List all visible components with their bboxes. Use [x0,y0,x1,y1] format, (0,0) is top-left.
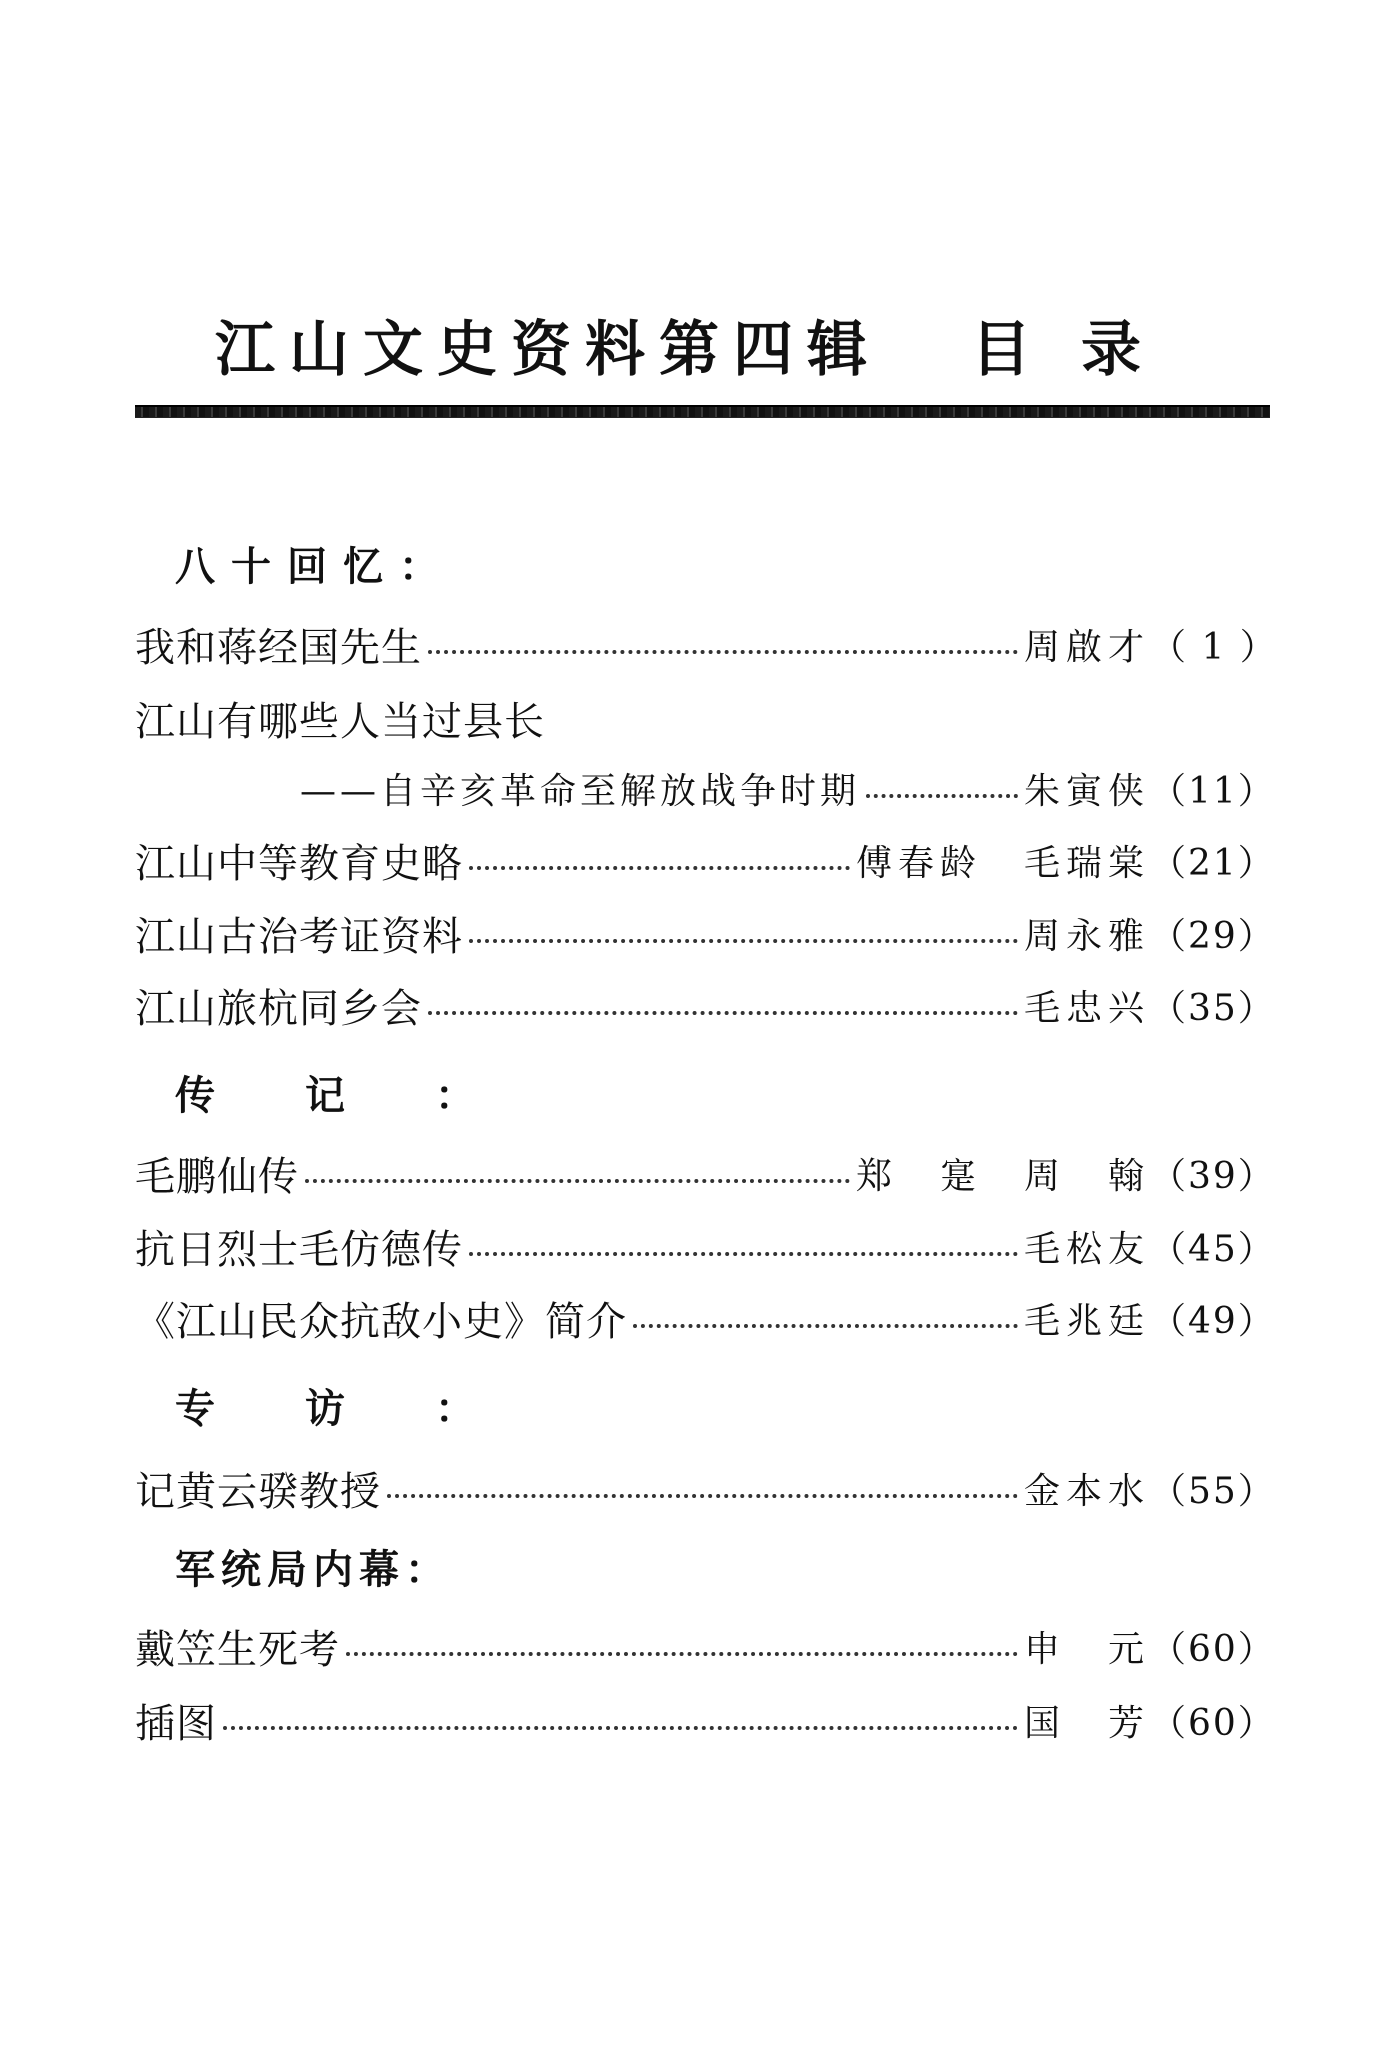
title-rule [135,405,1270,418]
toc-entry[interactable] [135,1141,1276,1205]
entry-page: （55） [1150,1470,1276,1512]
toc-entry[interactable] [135,686,1270,750]
entry-title: 插图 [135,1700,217,1747]
toc-entry[interactable] [135,1456,1276,1520]
entry-page: （60） [1150,1628,1276,1670]
entry-page: （39） [1150,1155,1276,1197]
toc-entry[interactable] [135,1214,1276,1278]
entry-author: 毛兆廷 [1023,1300,1150,1342]
toc-entry[interactable] [135,1614,1276,1678]
toc-entry[interactable] [135,901,1276,965]
section-heading-inside-story: 军统局内幕： [175,1546,451,1593]
entry-author: 申 元 [1023,1628,1150,1670]
section-heading-biographies: 传记： [175,1072,565,1119]
entry-author: 朱寅侠 [1023,770,1150,812]
leader-dots [223,1726,1018,1730]
contents-label: 目录 [971,315,1191,385]
entry-author: 国 芳 [1023,1702,1150,1744]
section-heading-interviews: 专访： [175,1385,565,1432]
toc-entry[interactable] [135,1286,1276,1350]
entry-page: （29） [1150,915,1276,957]
book-title: 江山文史资料第四辑 [215,315,881,385]
entry-title: 江山旅杭同乡会 [135,985,422,1032]
leader-dots [469,866,850,870]
toc-entry[interactable] [135,612,1278,676]
entry-author: 周啟才 [1023,626,1150,668]
entry-page: （49） [1150,1300,1276,1342]
leader-dots [305,1179,850,1183]
entry-title: 《江山民众抗敌小史》简介 [135,1298,627,1345]
entry-title: 戴笠生死考 [135,1626,340,1673]
entry-page: （60） [1150,1702,1276,1744]
toc-entry-subtitle[interactable] [300,756,1276,820]
entry-author: 周永雅 [1023,915,1150,957]
leader-dots [633,1324,1018,1328]
entry-page: （11） [1150,770,1276,812]
entry-title: 江山古治考证资料 [135,913,463,960]
entry-page: （35） [1150,987,1276,1029]
entry-title: 毛鹏仙传 [135,1153,299,1200]
entry-author: 傅春龄 毛瑞棠 [855,842,1150,884]
leader-dots [428,650,1018,654]
toc-entry[interactable] [135,828,1276,892]
entry-author: 郑 寔 周 翰 [855,1155,1150,1197]
entry-author: 毛忠兴 [1023,987,1150,1029]
entry-subtitle: ——自辛亥革命至解放战争时期 [300,770,861,812]
leader-dots [428,1011,1018,1015]
entry-title: 记黄云骙教授 [135,1468,381,1515]
toc-entry[interactable] [135,1688,1276,1752]
leader-dots [346,1652,1018,1656]
entry-title: 我和蒋经国先生 [135,624,422,671]
leader-dots [469,939,1018,943]
leader-dots [469,1252,1018,1256]
toc-entry[interactable] [135,973,1276,1037]
entry-title: 抗日烈士毛仿德传 [135,1226,463,1273]
leader-dots [387,1494,1018,1498]
entry-page: （21） [1150,842,1276,884]
entry-author: 毛松友 [1023,1228,1150,1270]
entry-author: 金本水 [1023,1470,1150,1512]
section-heading-memoirs: 八十回忆： [175,543,455,590]
entry-page: （ 1 ） [1150,626,1278,668]
entry-title: 江山中等教育史略 [135,840,463,887]
page-title [215,300,1205,390]
leader-dots [866,794,1018,798]
entry-title: 江山有哪些人当过县长 [135,698,545,745]
entry-page: （45） [1150,1228,1276,1270]
